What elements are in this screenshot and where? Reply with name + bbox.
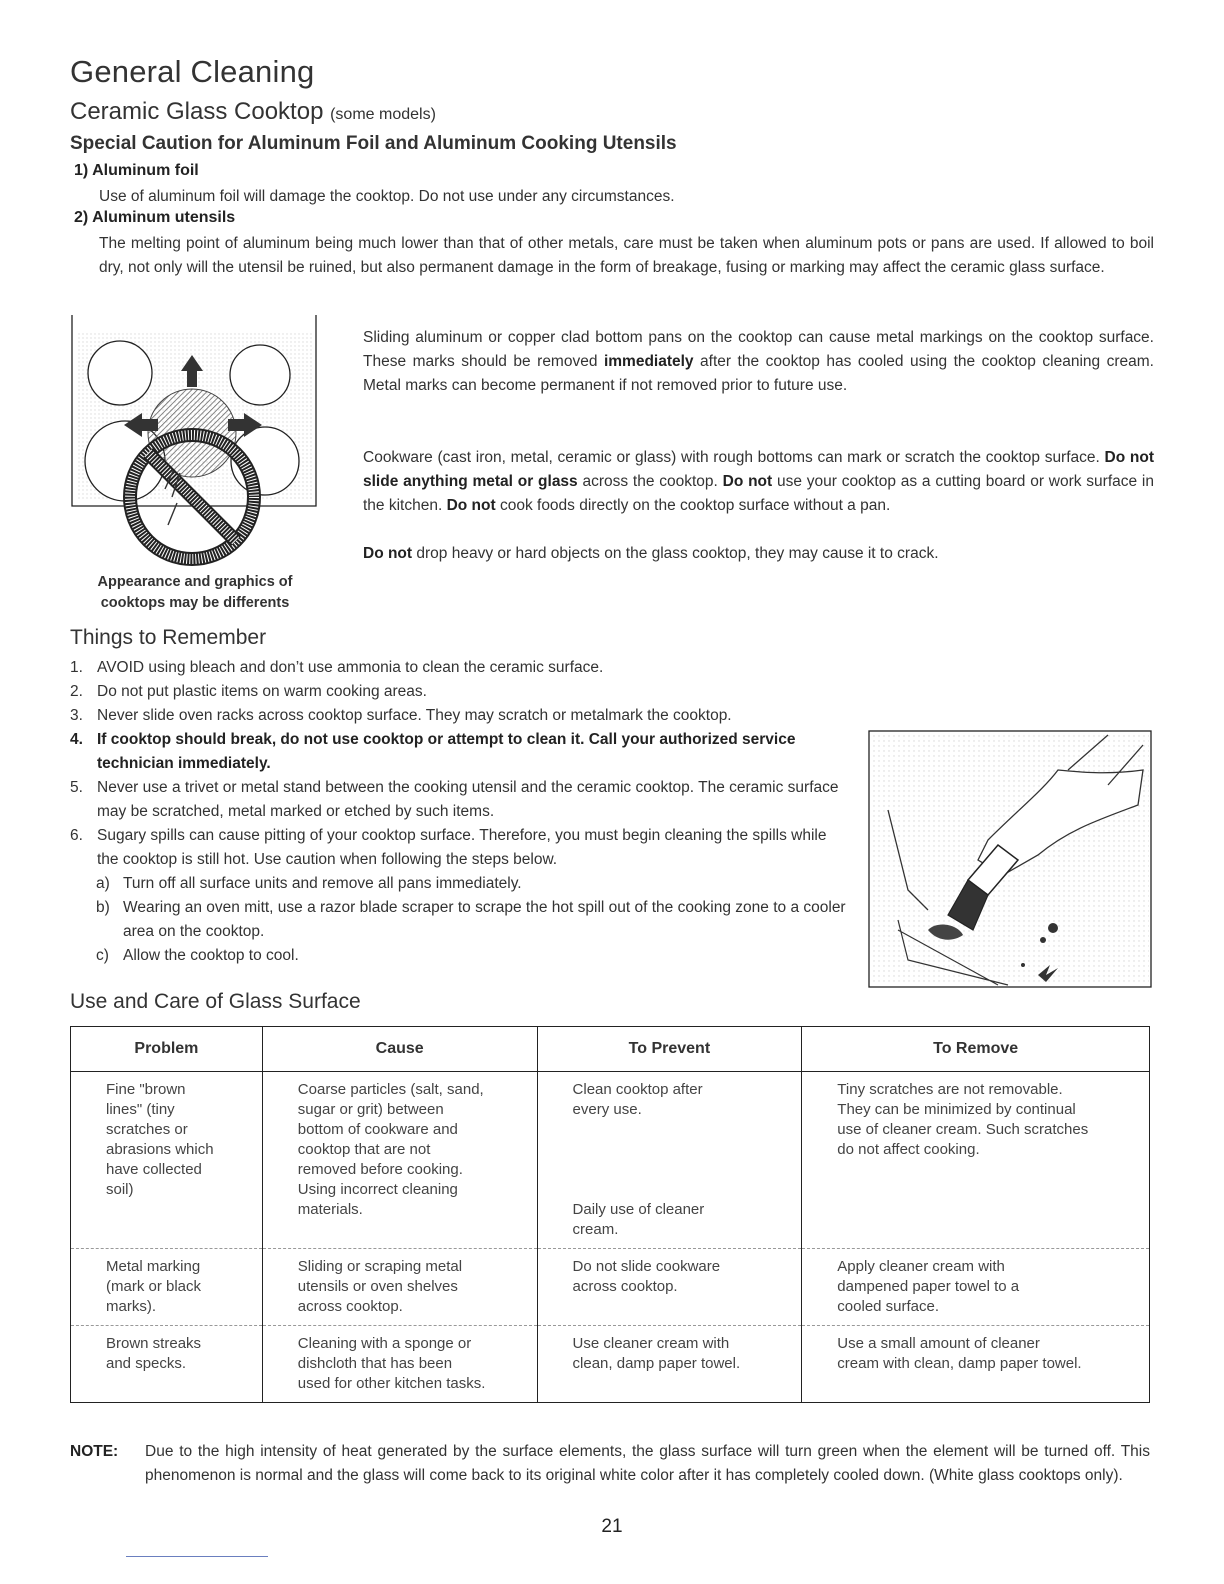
para2-part-a: Cookware (cast iron, metal, ceramic or glass) with rough bottoms can mark or scratch the cooktop surface. — [363, 449, 1105, 466]
cell-cause-text-2: Using incorrect cleaning materials. — [297, 1181, 458, 1218]
column-header-cause: Cause — [262, 1027, 537, 1072]
list-item-text: AVOID using bleach and don’t use ammonia to clean the ceramic surface. — [97, 659, 604, 676]
page-number: 21 — [601, 1516, 623, 1537]
list-item-text: Never use a trivet or metal stand between the cooking utensil and the ceramic cooktop. The ceramic surface may be scratched, metal marked or etched by such items. — [97, 779, 839, 820]
caution-item-2-label: 2) Aluminum utensils — [74, 209, 236, 226]
cell-problem-text: Metal marking (mark or black marks). — [106, 1258, 202, 1315]
para2-bold-2: Do not — [722, 473, 773, 490]
note-label: NOTE: — [70, 1443, 119, 1460]
list-item-number: 5. — [70, 779, 83, 796]
burner-top-left — [88, 341, 152, 405]
sub-list-item — [96, 944, 850, 968]
things-to-remember-list — [70, 656, 850, 968]
table-header-row — [71, 1027, 1150, 1072]
care-heading: Use and Care of Glass Surface — [70, 990, 361, 1013]
list-item — [70, 824, 850, 968]
caution-item-1-label: 1) Aluminum foil — [74, 162, 199, 179]
cell-prevent — [537, 1249, 802, 1326]
spill-mark — [1048, 923, 1058, 933]
cell-prevent — [537, 1072, 802, 1249]
para2-part-g: cook foods directly on the cooktop surface without a pan. — [495, 497, 891, 514]
para1-bold-immediately: immediately — [603, 353, 694, 370]
para2-part-e: use your cooktop as a cutting board or work surface in the kitchen. — [363, 473, 1154, 514]
cell-problem — [71, 1249, 263, 1326]
aluminum-markings-paragraph — [363, 326, 1154, 398]
sub-list-item-letter: c) — [96, 947, 109, 964]
section-title — [70, 98, 436, 126]
cell-prevent-text: Do not slide cookware across cooktop. — [572, 1258, 721, 1295]
cell-problem — [71, 1326, 263, 1403]
cell-prevent-text-2: Daily use of cleaner cream. — [572, 1201, 705, 1238]
cell-prevent-text: Use cleaner cream with clean, damp paper towel. — [572, 1335, 741, 1372]
caution-item-1-text: Use of aluminum foil will damage the cooktop. Do not use under any circumstances. — [99, 188, 675, 205]
table-row — [71, 1326, 1150, 1403]
cell-prevent — [537, 1326, 802, 1403]
list-item-number: 1. — [70, 659, 83, 676]
cell-problem — [71, 1072, 263, 1249]
bottom-divider — [126, 1556, 268, 1557]
figure-caption-line-1: Appearance and graphics of — [97, 574, 293, 590]
cell-remove — [802, 1072, 1150, 1249]
cell-remove — [802, 1249, 1150, 1326]
sub-list-item-text: Turn off all surface units and remove all pans immediately. — [123, 875, 522, 892]
list-item — [70, 656, 850, 680]
cell-prevent-text: Clean cooktop after every use. — [572, 1081, 703, 1118]
column-header-problem: Problem — [71, 1027, 263, 1072]
burner-top-right — [230, 345, 290, 405]
list-item-number: 6. — [70, 827, 83, 844]
cell-remove-text: Tiny scratches are not removable. They can be minimized by continual use of cleaner cream. Such scratches do not affect cooking. — [837, 1081, 1089, 1158]
list-item-text: Sugary spills can cause pitting of your cooktop surface. Therefore, you must begin cleaning the spills while the cooktop is still hot. Use caution when following the steps below. — [97, 827, 827, 868]
list-item — [70, 680, 850, 704]
list-item-number: 3. — [70, 707, 83, 724]
cell-remove-text: Use a small amount of cleaner cream with clean, damp paper towel. — [837, 1335, 1082, 1372]
para2-part-c: across the cooktop. — [577, 473, 723, 490]
sub-list-item-letter: a) — [96, 875, 110, 892]
note-text: Due to the high intensity of heat generated by the surface elements, the glass surface will turn green when the element will be turned off. This phenomenon is normal and the glass will come back to its original white color after it has completely cooled down. (White glass cooktops only). — [145, 1443, 1150, 1484]
things-to-remember-heading: Things to Remember — [70, 626, 267, 649]
caution-item-2-text: The melting point of aluminum being much lower than that of other metals, care must be taken when aluminum pots or pans are used. If allowed to boil dry, not only will the utensil be ruined, but also permanent damage in the form of breakage, fusing or marking may affect the ceramic glass surface. — [99, 235, 1154, 276]
cell-remove — [802, 1326, 1150, 1403]
cell-problem-text: Brown streaks and specks. — [106, 1335, 202, 1372]
sub-list-item-text: Wearing an oven mitt, use a razor blade scraper to scrape the hot spill out of the cooking zone to a cooler area on the cooktop. — [123, 899, 846, 940]
section-title-note: (some models) — [330, 106, 436, 123]
table-row — [71, 1249, 1150, 1326]
scraper-illustration — [868, 730, 1152, 988]
list-item — [70, 704, 850, 728]
note-block — [70, 1440, 1150, 1488]
cell-cause-text: Sliding or scraping metal utensils or oven shelves across cooktop. — [297, 1258, 463, 1315]
cell-cause — [262, 1249, 537, 1326]
para3-text: drop heavy or hard objects on the glass cooktop, they may cause it to crack. — [412, 545, 939, 562]
column-header-remove: To Remove — [802, 1027, 1150, 1072]
cell-cause-text: Cleaning with a sponge or dishcloth that has been used for other kitchen tasks. — [297, 1335, 486, 1392]
cell-problem-text: Fine "brown lines" (tiny scratches or abrasions which have collected soil) — [106, 1081, 214, 1198]
list-item-number: 2. — [70, 683, 83, 700]
cell-cause — [262, 1326, 537, 1403]
sub-list-item-text: Allow the cooktop to cool. — [123, 947, 299, 964]
cell-remove-text: Apply cleaner cream with dampened paper towel to a cooled surface. — [837, 1258, 1020, 1315]
column-header-prevent: To Prevent — [537, 1027, 802, 1072]
sub-list — [70, 872, 850, 968]
para3-bold: Do not — [363, 545, 413, 562]
page-title: General Cleaning — [70, 54, 315, 89]
para2-bold-1: Do not slide anything metal or glass — [363, 449, 1154, 490]
list-item-text: Never slide oven racks across cooktop surface. They may scratch or metalmark the cooktop. — [97, 707, 732, 724]
list-item-text: Do not put plastic items on warm cooking areas. — [97, 683, 427, 700]
list-item — [70, 776, 850, 824]
list-item — [70, 728, 850, 776]
list-item-text: If cooktop should break, do not use cooktop or attempt to clean it. Call your authorized service technician immediately. — [97, 731, 796, 772]
figure-caption — [70, 572, 320, 614]
figure-caption-line-2: cooktops may be differents — [100, 595, 290, 611]
cooktop-illustration — [70, 313, 320, 575]
table-row — [71, 1072, 1150, 1249]
para1-part-c: after the cooktop has cooled using the cooktop cleaning cream. Metal marks can become permanent if not removed prior to future use. — [363, 353, 1154, 394]
sub-list-item — [96, 896, 850, 944]
cookware-paragraph — [363, 446, 1154, 518]
sub-list-item-letter: b) — [96, 899, 110, 916]
para2-bold-3: Do not — [446, 497, 496, 514]
caution-heading: Special Caution for Aluminum Foil and Aluminum Cooking Utensils — [70, 133, 677, 154]
section-title-text: Ceramic Glass Cooktop — [70, 98, 324, 125]
para1-part-a: Sliding aluminum or copper clad bottom pans on the cooktop can cause metal markings on the cooktop surface. These marks should be removed — [363, 329, 1154, 370]
list-item-number: 4. — [70, 731, 83, 748]
cell-cause — [262, 1072, 537, 1249]
heavy-objects-paragraph — [363, 542, 1154, 566]
sub-list-item — [96, 872, 850, 896]
cell-cause-text: Coarse particles (salt, sand, sugar or grit) between bottom of cookware and cooktop that are not removed before cooking. — [297, 1081, 484, 1178]
care-table — [70, 1026, 1150, 1403]
